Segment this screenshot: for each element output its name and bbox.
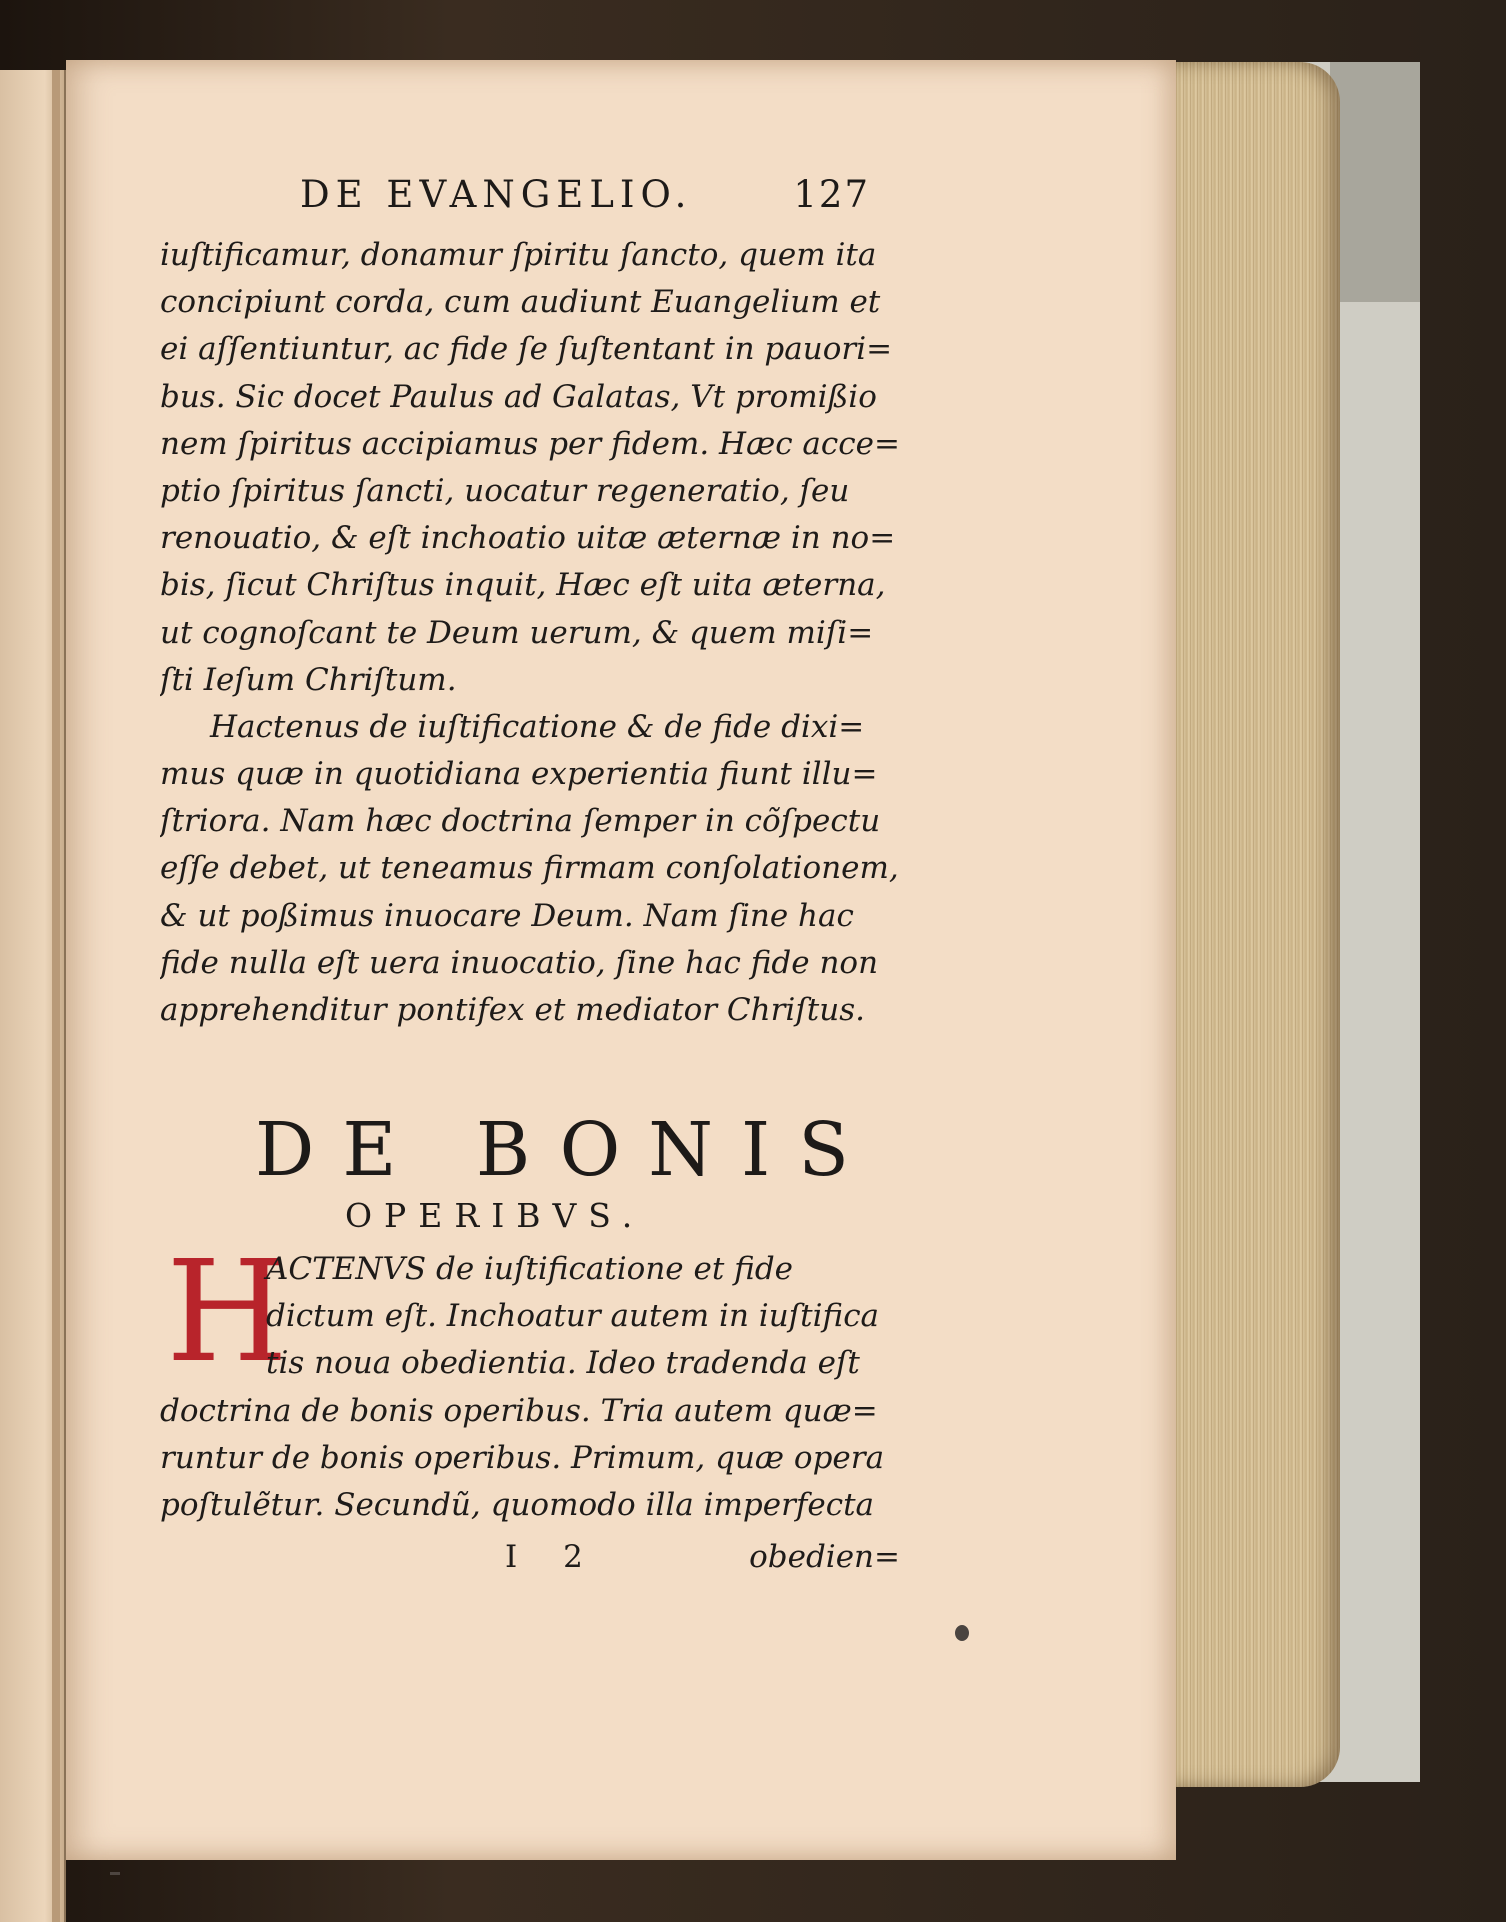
- text-line: dictum eſt. Inchoatur autem in iuſtifica: [266, 1298, 880, 1335]
- text-line: nem ſpiritus accipiamus per fidem. Hæc acce=: [160, 425, 900, 462]
- text-line: ptio ſpiritus ſancti, uocatur regeneratio, ſeu: [160, 472, 850, 509]
- running-head-title: DE EVANGELIO.: [300, 173, 693, 216]
- text-line: eſſe debet, ut teneamus firmam conſolationem,: [160, 850, 899, 887]
- drop-cap: H: [166, 1231, 289, 1394]
- text-line: bis, ſicut Chriſtus inquit, Hæc eſt uita æterna,: [160, 567, 886, 604]
- section-heading: DE BONIS: [255, 1107, 877, 1193]
- book-page-edges: [1170, 62, 1340, 1787]
- page-number: 127: [793, 173, 870, 216]
- running-head: [300, 173, 870, 217]
- text-line: fide nulla eſt uera inuocatio, ſine hac fide non: [160, 944, 879, 981]
- text-line: ut cognoſcant te Deum uerum, & quem miſi=: [160, 614, 874, 651]
- signature-mark: I 2: [505, 1539, 601, 1575]
- text-line: mus quæ in quotidiana experientia fiunt illu=: [160, 756, 878, 793]
- text-line: poſtulẽtur. Secundũ, quomodo illa imperfecta: [160, 1486, 875, 1523]
- text-line: iuſtificamur, donamur ſpiritu ſancto, quem ita: [160, 237, 877, 273]
- text-line: ſti Ieſum Chriſtum.: [160, 661, 457, 698]
- ink-spot: [955, 1625, 969, 1641]
- grey-card-shadow: [1330, 62, 1420, 302]
- text-line: & ut poßimus inuocare Deum. Nam ſine hac: [160, 897, 854, 934]
- text-line: ACTENVS de iuſtificatione et fide: [266, 1251, 794, 1287]
- margin-tick: [110, 1872, 120, 1875]
- text-line: tis noua obedientia. Ideo tradenda eſt: [266, 1345, 860, 1382]
- text-line: bus. Sic docet Paulus ad Galatas, Vt promißio: [160, 378, 877, 415]
- text-line: doctrina de bonis operibus. Tria autem quæ=: [160, 1392, 878, 1429]
- body-text: [160, 232, 900, 1034]
- section-subheading: OPERIBVS.: [345, 1196, 645, 1235]
- text-line: Hactenus de iuſtificatione & de fide dixi=: [210, 708, 865, 745]
- text-line: apprehenditur pontifex et mediator Chriſtus.: [160, 992, 865, 1028]
- text-line: ſtriora. Nam hæc doctrina ſemper in cõſpectu: [160, 803, 881, 840]
- body-text-section: [160, 1231, 900, 1529]
- text-line: ei aſſentiuntur, ac fide ſe ſuſtentant in pauori=: [160, 331, 893, 368]
- page-footer: [505, 1535, 900, 1579]
- left-page-gutter: [52, 70, 60, 1922]
- catchword: obedien=: [749, 1539, 900, 1575]
- text-line: renouatio, & eſt inchoatio uitæ æternæ in no=: [160, 520, 896, 557]
- text-line: concipiunt corda, cum audiunt Euangelium et: [160, 284, 881, 321]
- text-line: runtur de bonis operibus. Primum, quæ opera: [160, 1439, 885, 1476]
